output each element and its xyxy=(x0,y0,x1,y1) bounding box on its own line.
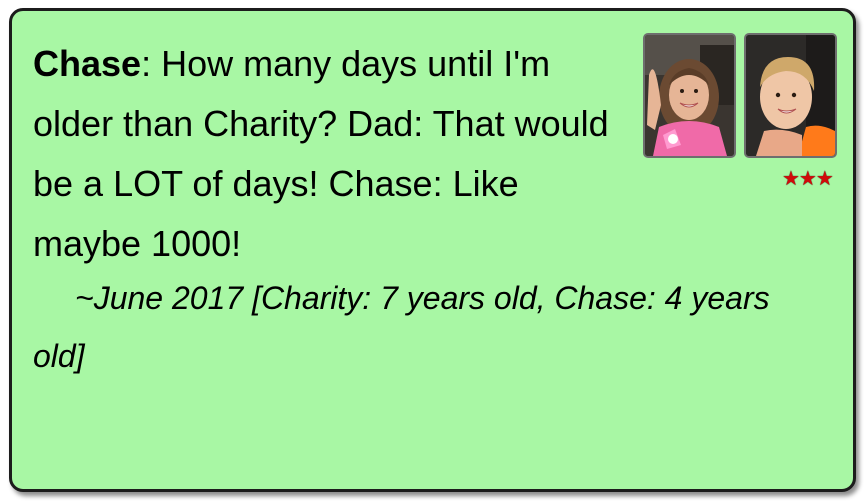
quote-attribution: ~June 2017 [Charity: 7 years old, Chase: 4 years old] xyxy=(33,280,770,374)
boy-photo-icon xyxy=(746,35,835,156)
star-rating: ★★★ xyxy=(782,166,833,190)
chase-photo xyxy=(744,33,837,158)
quote-body: : How many days until I'm older than Charity? Dad: That would be a LOT of days! Chase: Like maybe 1000! xyxy=(33,43,609,264)
quote-card xyxy=(9,8,856,492)
quote-speaker: Chase xyxy=(33,43,142,84)
girl-photo-icon xyxy=(645,35,734,156)
charity-photo xyxy=(643,33,736,158)
quote-text xyxy=(33,34,623,274)
